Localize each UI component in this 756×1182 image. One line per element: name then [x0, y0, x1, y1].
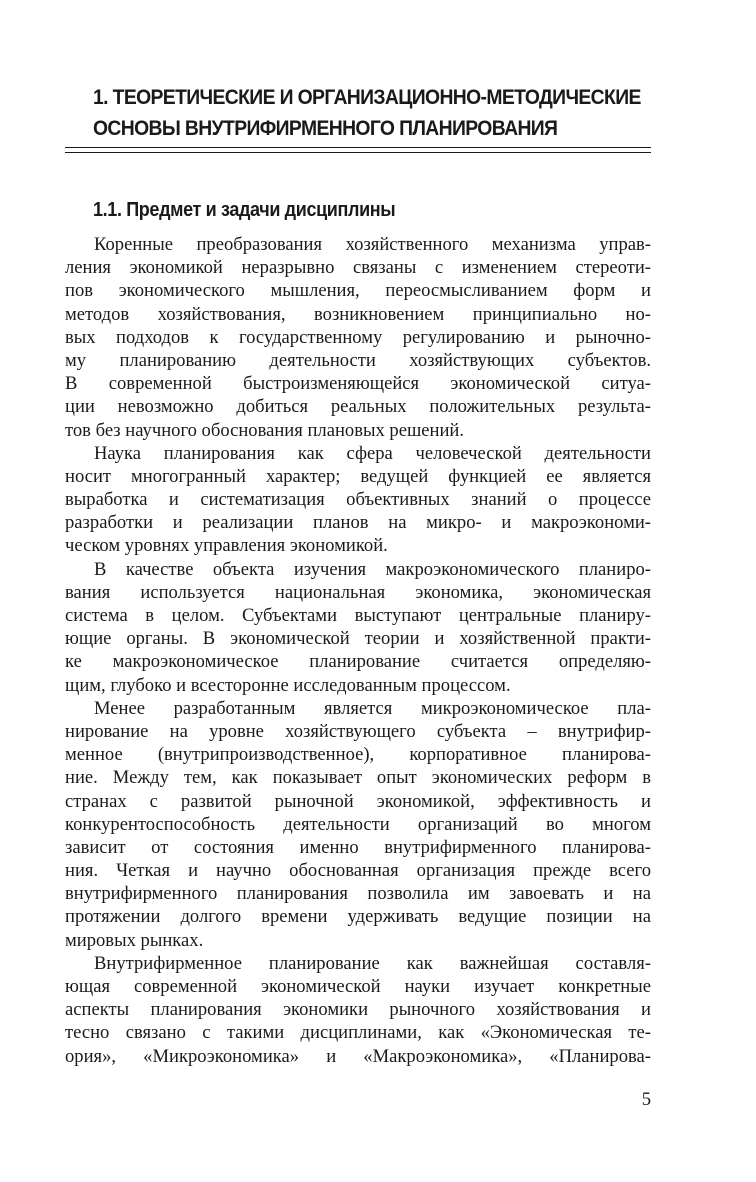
paragraph-line: система в целом. Субъектами выступают центральные планиру- [65, 605, 651, 626]
paragraph-line: внутрифирменного планирования позволила им завоевать и на [65, 883, 651, 905]
paragraph-line: В качестве объекта изучения макроэкономического планиро- [94, 558, 651, 580]
paragraph-line: аспекты планирования экономики рыночного хозяйствования и [65, 999, 651, 1021]
chapter-title-line: 1. ТЕОРЕТИЧЕСКИЕ И ОРГАНИЗАЦИОННО-МЕТОДИЧЕСКИЕ [93, 85, 641, 109]
page-number: 5 [641, 1089, 651, 1110]
paragraph-line: щим, глубоко и всесторонне исследованным процессом. [65, 674, 511, 696]
paragraph-line: вых подходов к государственному регулированию и рыночно- [65, 326, 651, 348]
paragraph-line: выработка и систематизация объективных знаний о процессе [65, 489, 651, 511]
paragraph-line: пов экономического мышления, переосмысливанием форм и [65, 280, 651, 302]
paragraph-line: Наука планирования как сфера человеческой деятельности [94, 442, 651, 464]
paragraph-line: ческом уровнях управления экономикой. [65, 535, 388, 557]
paragraph-line: зависит от состояния именно внутрифирменного планирова- [65, 836, 651, 858]
section-title: 1.1. Предмет и задачи дисциплины [93, 199, 396, 221]
paragraph [65, 952, 651, 1068]
paragraph-line: ции невозможно добиться реальных положительных результа- [65, 396, 651, 418]
title-rule-bottom [65, 152, 651, 153]
paragraph-line: менное (внутрипроизводственное), корпоративное планирова- [65, 744, 651, 766]
chapter-title [93, 82, 641, 144]
paragraph-line: нирование на уровне хозяйствующего субъекта – внутрифир- [65, 720, 651, 742]
paragraph [65, 233, 651, 442]
paragraph-line: Внутрифирменное планирование как важнейшая составля- [94, 952, 651, 974]
paragraph [65, 697, 651, 952]
paragraph-line: мировых рынках. [65, 929, 204, 951]
paragraph-line: ния. Четкая и научно обоснованная организация прежде всего [65, 860, 651, 882]
paragraph-line: ория», «Микроэкономика» и «Макроэкономика», «Планирова- [65, 1045, 651, 1067]
paragraph-line: тесно связано с такими дисциплинами, как «Экономическая те- [65, 1022, 651, 1044]
paragraph-line: протяжении долгого времени удерживать ведущие позиции на [65, 906, 651, 928]
paragraph-line: ющие органы. В экономической теории и хозяйственной практи- [65, 628, 651, 650]
paragraph [65, 558, 651, 697]
paragraph-line: методов хозяйствования, возникновением принципиально но- [65, 303, 651, 325]
paragraph-line: разработки и реализации планов на микро- и макроэкономи- [65, 512, 651, 534]
paragraph-line: ления экономикой неразрывно связаны с изменением стереоти- [65, 257, 651, 279]
paragraph-line: му планированию деятельности хозяйствующих субъектов. [65, 349, 651, 371]
paragraph-line: вания используется национальная экономика, экономическая [65, 581, 651, 603]
paragraph-line: странах с развитой рыночной экономикой, эффективность и [65, 790, 651, 812]
paragraph-line: тов без научного обоснования плановых решений. [65, 419, 465, 441]
paragraph-line: В современной быстроизменяющейся экономической ситуа- [65, 373, 651, 395]
paragraph-line: Менее разработанным является микроэкономическое пла- [94, 697, 651, 719]
paragraph [65, 442, 651, 558]
paragraph-line: ние. Между тем, как показывает опыт экономических реформ в [65, 767, 651, 789]
body-text [65, 233, 651, 1068]
paragraph-line: конкурентоспособность деятельности организаций во многом [65, 813, 651, 835]
chapter-title-line: ОСНОВЫ ВНУТРИФИРМЕННОГО ПЛАНИРОВАНИЯ [93, 116, 558, 140]
paragraph-line: носит многогранный характер; ведущей функцией ее является [65, 465, 651, 487]
paragraph-line: ке макроэкономическое планирование считается определяю- [65, 651, 651, 673]
paragraph-line: ющая современной экономической науки изучает конкретные [65, 976, 651, 997]
paragraph-line: Коренные преобразования хозяйственного механизма управ- [94, 234, 651, 255]
title-rule-top [65, 147, 651, 148]
